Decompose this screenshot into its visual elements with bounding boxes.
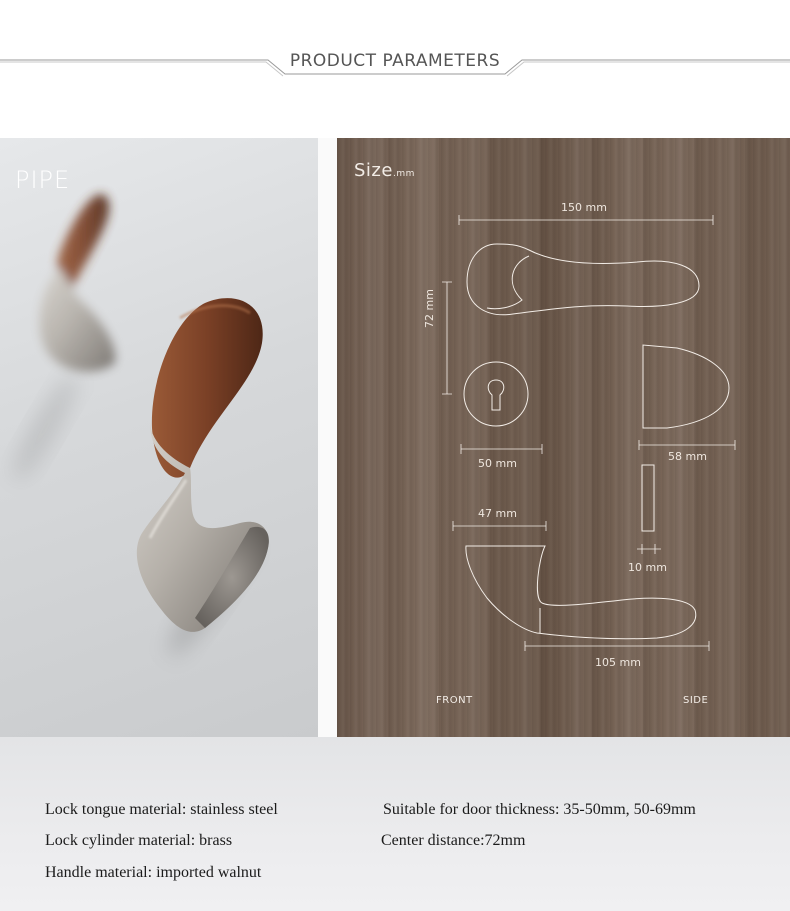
spec-lock-tongue: Lock tongue material: stainless steel bbox=[45, 801, 278, 818]
walnut-grip bbox=[152, 298, 263, 478]
lever-length-label: 105 mm bbox=[595, 656, 641, 669]
lever-height-label: 47 mm bbox=[478, 507, 517, 520]
handle-photo-illustration bbox=[0, 138, 318, 737]
side-depth-label: 58 mm bbox=[668, 450, 707, 463]
panel-gap bbox=[318, 138, 337, 737]
specifications bbox=[0, 737, 790, 911]
section-title: PRODUCT PARAMETERS bbox=[289, 51, 501, 71]
thickness-label: 10 mm bbox=[628, 561, 667, 574]
spec-handle-material: Handle material: imported walnut bbox=[45, 864, 262, 881]
spec-door-thickness: Suitable for door thickness: 35-50mm, 50-69mm bbox=[383, 801, 696, 818]
center-distance-label: 72 mm bbox=[423, 289, 436, 328]
spec-center-distance: Center distance:72mm bbox=[381, 832, 526, 849]
product-photo bbox=[0, 138, 318, 737]
size-title: Size.mm bbox=[354, 160, 415, 181]
rose-diameter-label: 50 mm bbox=[478, 457, 517, 470]
overall-length-label: 150 mm bbox=[561, 201, 607, 214]
dimension-diagram bbox=[337, 138, 790, 737]
side-view-label: SIDE bbox=[683, 695, 709, 706]
dimension-drawing bbox=[337, 138, 790, 737]
product-name: PIPE bbox=[15, 166, 71, 194]
spec-lock-cylinder: Lock cylinder material: brass bbox=[45, 832, 233, 849]
front-view-label: FRONT bbox=[436, 695, 473, 706]
header bbox=[0, 0, 790, 138]
